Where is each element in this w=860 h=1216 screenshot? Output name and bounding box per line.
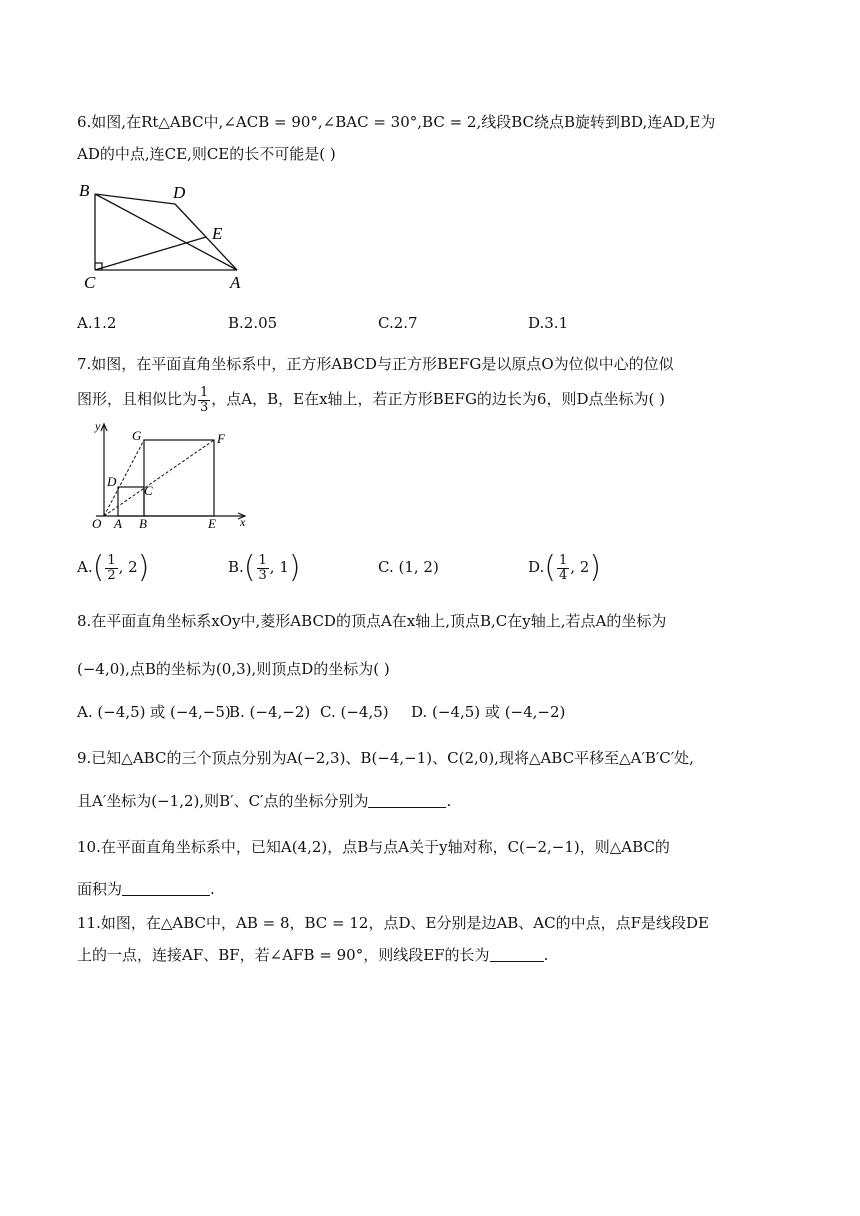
q6-label-b: B	[79, 181, 90, 200]
q10-stem-line1: 10.在平面直角坐标系中，已知A(4,2)，点B与点A关于y轴对称，C(−2,−1)，则△ABC的	[77, 838, 670, 856]
q11-stem-line2	[77, 944, 787, 966]
q8-option-c[interactable]: C. (−4,5)	[320, 703, 389, 721]
q7-label-d: D	[107, 474, 117, 489]
q7-stem-pre: 图形，且相似比为	[77, 390, 198, 408]
q7-stem-line1: 7.如图，在平面直角坐标系中，正方形ABCD与正方形BEFG是以原点O为位似中心的位似	[77, 355, 674, 373]
q7-option-b-prefix: B.	[228, 558, 244, 576]
q7-label-a: A	[114, 516, 122, 530]
q7-label-y: y	[95, 419, 101, 433]
q6-option-c[interactable]: C.2.7	[378, 314, 418, 332]
q7-option-a-frac	[105, 554, 117, 583]
q11-answer-blank[interactable]	[490, 947, 544, 962]
q6-label-c: C	[84, 273, 96, 292]
q7-option-d[interactable]: D.( $\frac{1}{4}$ , 2)	[528, 550, 602, 585]
q7-option-d-den: 4	[558, 567, 568, 583]
q7-option-a-den: 2	[107, 567, 116, 583]
q7-option-b-frac	[257, 554, 269, 583]
q6-stem-line1: 6.如图,在Rt△ABC中,∠ACB = 90°,∠BAC = 30°,BC = 2,线段BC绕点B旋转到BD,连AD,E为	[77, 113, 716, 131]
q7-option-a[interactable]: A.( $\frac{1}{2}$ , 2)	[77, 550, 150, 585]
q8-option-d[interactable]: D. (−4,5) 或 (−4,−2)	[411, 703, 566, 721]
q7-option-d-num: 1	[558, 552, 568, 568]
q7-option-b-num: 1	[258, 552, 267, 568]
q9-stem-line1: 9.已知△ABC的三个顶点分别为A(−2,3)、B(−4,−1)、C(2,0),现将△ABC平移至△A′B′C′处,	[77, 749, 694, 767]
q7-coordinate-figure	[86, 418, 256, 530]
q7-option-a-prefix: A.	[77, 558, 93, 576]
q6-label-e: E	[212, 224, 223, 243]
q6-label-d: D	[173, 183, 186, 202]
q7-option-b-tail: , 1	[269, 558, 289, 576]
q9-stem-end: .	[446, 792, 452, 810]
q7-option-b[interactable]: B.( $\frac{1}{3}$ , 1)	[228, 550, 301, 585]
q6-stem-line2: AD的中点,连CE,则CE的长不可能是( )	[77, 145, 336, 163]
q6-option-d[interactable]: D.3.1	[528, 314, 569, 332]
q6-options	[77, 308, 787, 338]
q7-label-x: x	[240, 515, 246, 529]
q11-stem-text: 上的一点，连接AF、BF，若∠AFB = 90°，则线段EF的长为	[77, 946, 490, 964]
q11-stem-end: .	[543, 946, 549, 964]
q9-answer-blank[interactable]	[368, 793, 446, 808]
q8-option-a[interactable]: A. (−4,5) 或 (−4,−5)	[77, 703, 231, 721]
q7-option-c[interactable]: C. (1, 2)	[378, 558, 439, 576]
q10-stem-end: .	[210, 880, 215, 898]
q8-options	[77, 697, 787, 727]
q6-option-b[interactable]: B.2.05	[228, 314, 278, 332]
q10-stem-text: 面积为	[77, 880, 123, 898]
q7-label-c: C	[144, 483, 153, 498]
q9-stem-line2	[77, 790, 787, 812]
q7-label-f: F	[217, 431, 225, 446]
q7-ratio-num: 1	[200, 384, 209, 400]
q11-stem-line1: 11.如图，在△ABC中，AB = 8，BC = 12，点D、E分别是边AB、AC的中点，点F是线段DE	[77, 914, 710, 932]
q7-option-d-prefix: D.	[528, 558, 545, 576]
q7-label-g: G	[132, 428, 142, 443]
q7-stem-post: ，点A，B，E在x轴上，若正方形BEFG的边长为6，则D点坐标为( )	[211, 390, 665, 408]
q7-label-e: E	[208, 516, 216, 530]
q6-triangle-figure	[74, 178, 260, 294]
q8-option-b[interactable]: B. (−4,−2)	[229, 703, 311, 721]
q7-label-o: O	[92, 516, 102, 530]
q6-option-a[interactable]: A.1.2	[77, 314, 117, 332]
q7-option-a-num: 1	[107, 552, 116, 568]
q7-option-d-tail: , 2	[570, 558, 590, 576]
q10-answer-blank[interactable]	[122, 881, 210, 896]
q8-stem-line2: (−4,0),点B的坐标为(0,3),则顶点D的坐标为( )	[77, 660, 390, 678]
q7-stem-line2	[77, 382, 787, 416]
q10-stem-line2	[77, 878, 787, 900]
q6-label-a: A	[230, 273, 241, 292]
q7-options	[77, 550, 787, 584]
q7-option-a-tail: , 2	[118, 558, 138, 576]
q7-ratio-den: 3	[200, 399, 209, 415]
q9-stem-text: 且A′坐标为(−1,2),则B′、C′点的坐标分别为	[77, 792, 369, 810]
q7-option-b-den: 3	[258, 567, 267, 583]
q8-stem-line1: 8.在平面直角坐标系xOy中,菱形ABCD的顶点A在x轴上,顶点B,C在y轴上,若点A的坐标为	[77, 612, 667, 630]
q7-label-b: B	[139, 516, 147, 530]
q7-option-d-frac	[557, 554, 569, 583]
q7-ratio-fraction	[198, 386, 210, 415]
